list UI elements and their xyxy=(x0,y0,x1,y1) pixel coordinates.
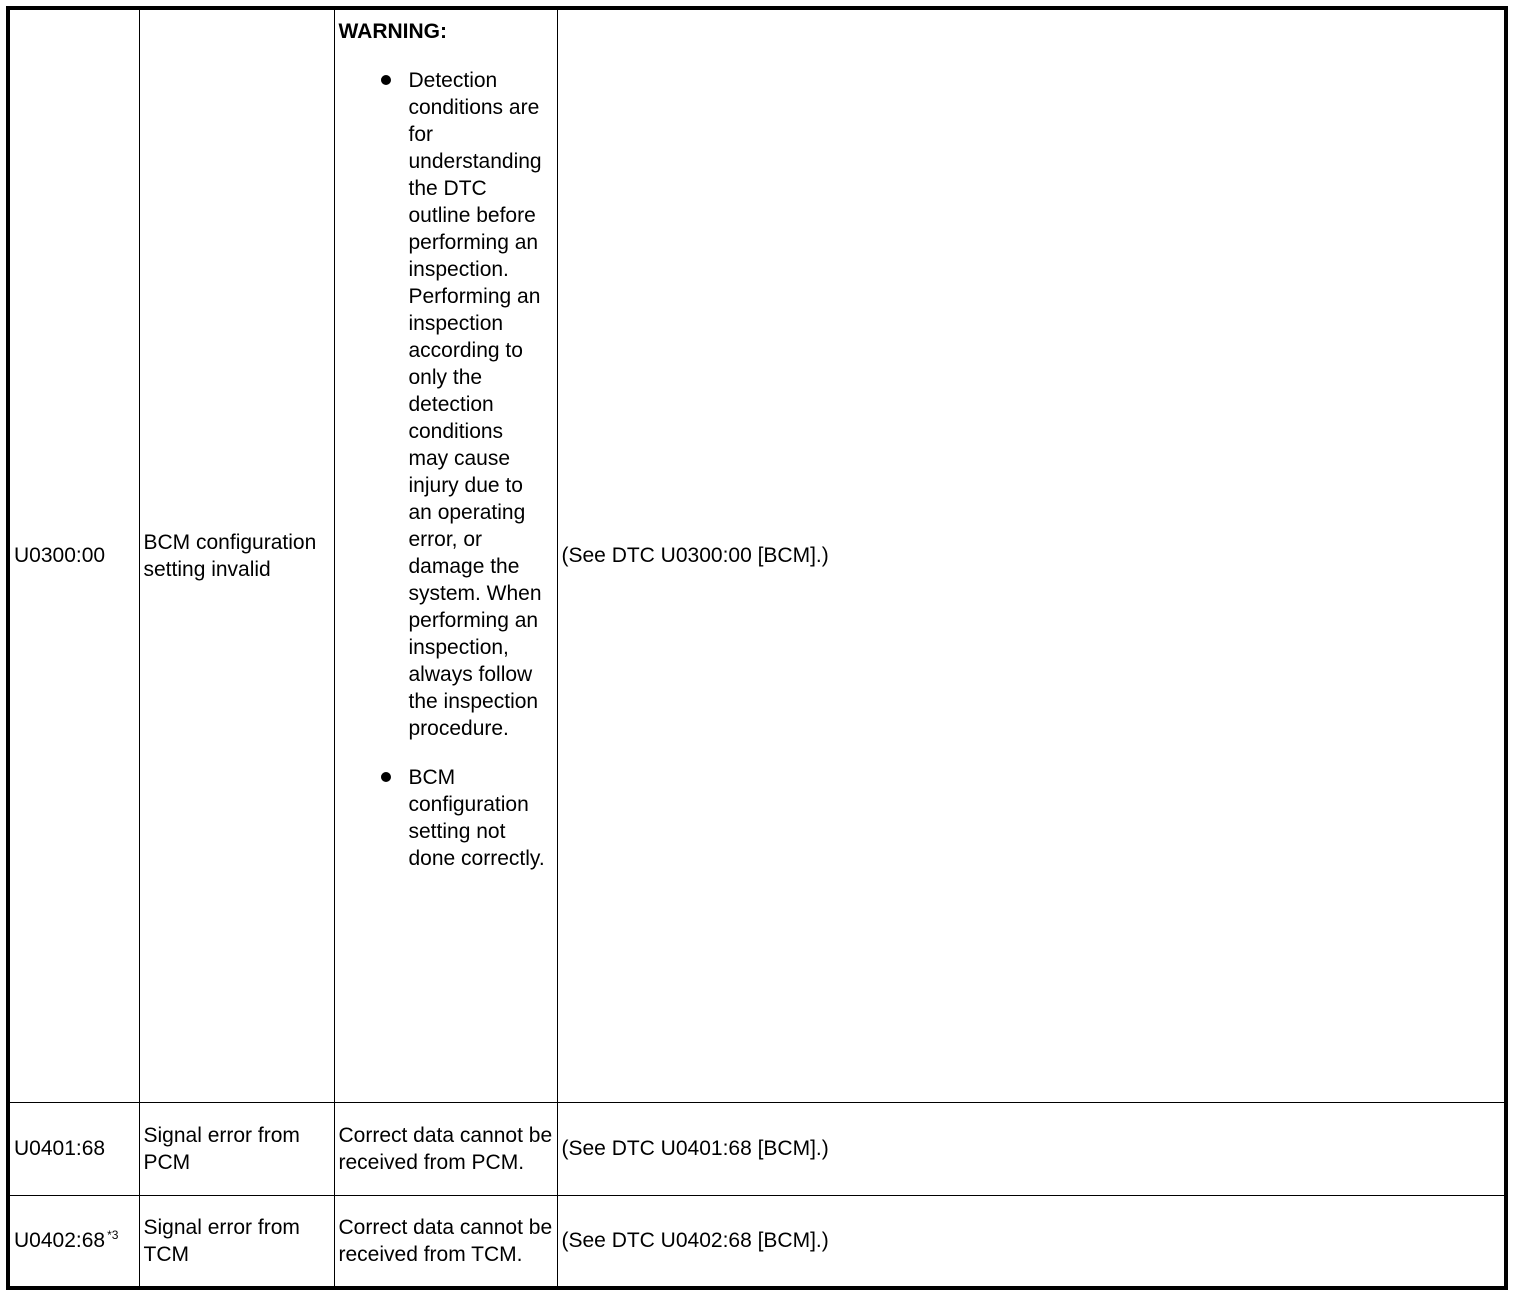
warning-item xyxy=(409,67,553,742)
dtc-description-cell xyxy=(139,1102,334,1195)
dtc-description: Signal error from PCM xyxy=(143,1123,300,1174)
reference-text: (See DTC U0401:68 [BCM].) xyxy=(561,1137,829,1160)
table-row xyxy=(8,1102,1506,1195)
bullet-icon xyxy=(381,75,391,85)
warning-list xyxy=(339,67,553,872)
reference-text: (See DTC U0300:00 [BCM].) xyxy=(561,544,829,568)
footnote-marker: *3 xyxy=(107,1228,119,1243)
warning-item-text: BCM configuration setting not done correctly. xyxy=(408,766,545,870)
reference-text: (See DTC U0402:68 [BCM].) xyxy=(561,1229,829,1253)
dtc-description: BCM configuration setting invalid xyxy=(143,530,317,581)
warning-item-text: Detection conditions are for understanding the DTC outline before performing an inspection. Performing an inspection according to only the detection conditions may cause injury due to an operating error, or damage the system. When performing an inspection, always follow the inspection procedure. xyxy=(408,69,542,740)
dtc-description-cell xyxy=(139,1195,334,1288)
warning-item xyxy=(409,764,553,872)
detection-text: Correct data cannot be received from PCM. xyxy=(338,1123,553,1174)
bullet-icon xyxy=(381,772,391,782)
detection-condition-cell xyxy=(334,1195,557,1288)
reference-cell xyxy=(557,1195,1506,1288)
dtc-code: U0402:68 xyxy=(14,1229,106,1253)
dtc-code-cell xyxy=(8,8,139,1102)
warning-title: WARNING: xyxy=(338,20,447,43)
dtc-code: U0401:68 xyxy=(14,1137,106,1160)
table-row xyxy=(8,1195,1506,1288)
dtc-description-cell xyxy=(139,8,334,1102)
dtc-code: U0300:00 xyxy=(14,544,106,568)
dtc-code-cell xyxy=(8,1102,139,1195)
detection-condition-cell xyxy=(334,8,557,1102)
reference-cell xyxy=(557,1102,1506,1195)
detection-text: Correct data cannot be received from TCM. xyxy=(338,1215,553,1266)
dtc-table xyxy=(6,6,1508,1290)
dtc-code-cell xyxy=(8,1195,139,1288)
reference-cell xyxy=(557,8,1506,1102)
detection-condition-cell xyxy=(334,1102,557,1195)
dtc-description: Signal error from TCM xyxy=(143,1215,300,1266)
table-row xyxy=(8,8,1506,1102)
